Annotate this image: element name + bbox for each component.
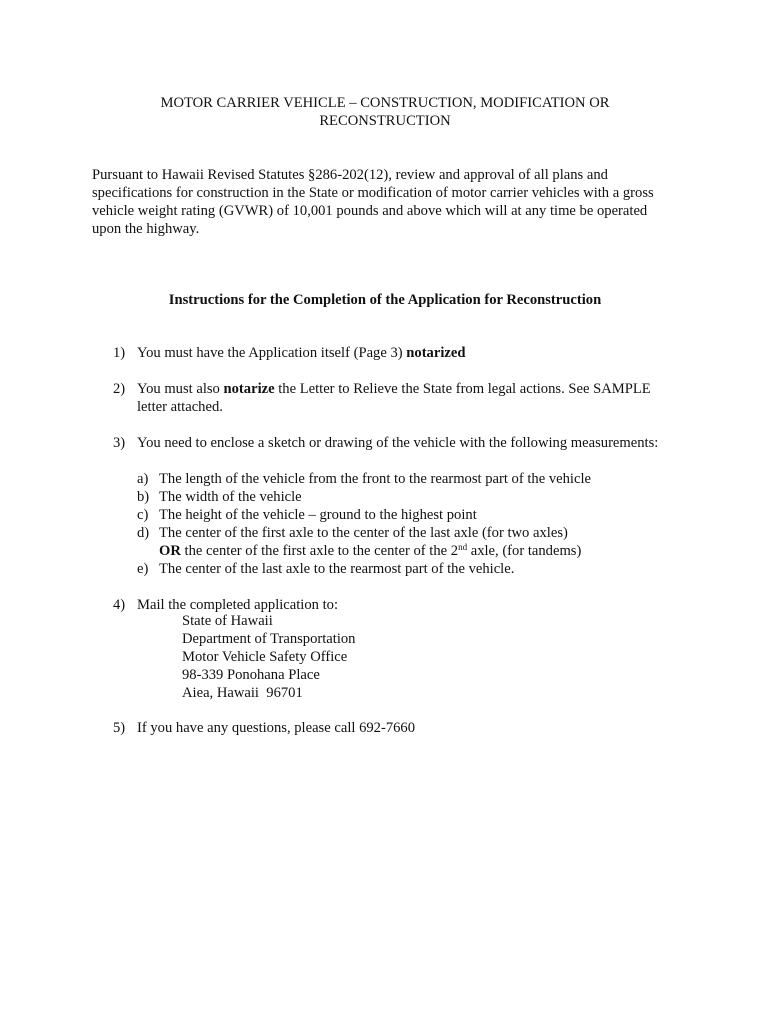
sub-item-letter: d) bbox=[137, 525, 150, 541]
address-line-3: Motor Vehicle Safety Office bbox=[182, 649, 348, 665]
sub-item-text: The center of the first axle to the center of the last axle (for two axles) bbox=[159, 525, 568, 541]
address-line-1: State of Hawaii bbox=[182, 613, 273, 629]
sub-item-text-line-2-end: axle, (for tandems) bbox=[467, 543, 582, 559]
item-text: You need to enclose a sketch or drawing of the vehicle with the following measurements: bbox=[137, 435, 659, 451]
item-text: You must have the Application itself (Page 3) bbox=[137, 345, 407, 361]
item-number: 3) bbox=[113, 435, 126, 451]
ordinal-superscript: nd bbox=[458, 542, 468, 552]
item-text-line-2: letter attached. bbox=[137, 399, 223, 415]
item-text: You must also bbox=[137, 381, 224, 397]
address-line-5: Aiea, Hawaii 96701 bbox=[182, 685, 303, 701]
item-number: 1) bbox=[113, 345, 126, 361]
item-number: 5) bbox=[113, 720, 126, 736]
sub-item-text: The height of the vehicle – ground to the highest point bbox=[159, 507, 477, 523]
title-line-1: MOTOR CARRIER VEHICLE – CONSTRUCTION, MODIFICATION OR bbox=[160, 95, 610, 111]
intro-line-4: upon the highway. bbox=[92, 221, 200, 237]
sub-item-text: The width of the vehicle bbox=[159, 489, 302, 505]
title-line-2: RECONSTRUCTION bbox=[319, 113, 451, 129]
item-number: 2) bbox=[113, 381, 126, 397]
or-bold-text: OR bbox=[159, 543, 181, 559]
item-bold-text: notarize bbox=[223, 381, 275, 397]
sub-item-letter: c) bbox=[137, 507, 149, 523]
instructions-heading: Instructions for the Completion of the Application for Reconstruction bbox=[168, 292, 602, 308]
document-title bbox=[0, 94, 770, 130]
item-text: If you have any questions, please call 692-7660 bbox=[137, 720, 416, 736]
sub-item-letter: e) bbox=[137, 561, 149, 577]
item-text: Mail the completed application to: bbox=[137, 597, 339, 613]
address-line-2: Department of Transportation bbox=[182, 631, 356, 647]
item-bold-text: notarized bbox=[406, 345, 466, 361]
sub-item-letter: b) bbox=[137, 489, 150, 505]
sub-item-text: The center of the last axle to the rearmost part of the vehicle. bbox=[159, 561, 515, 577]
sub-item-text: The length of the vehicle from the front to the rearmost part of the vehicle bbox=[159, 471, 591, 487]
intro-paragraph bbox=[92, 166, 692, 238]
item-text-cont: the Letter to Relieve the State from legal actions. See SAMPLE bbox=[274, 381, 651, 397]
intro-line-3: vehicle weight rating (GVWR) of 10,001 pounds and above which will at any time be operated bbox=[92, 203, 648, 219]
intro-line-2: specifications for construction in the State or modification of motor carrier vehicles with a gross bbox=[92, 185, 654, 201]
sub-item-text-line-2: the center of the first axle to the center of the 2 bbox=[180, 543, 459, 559]
item-number: 4) bbox=[113, 597, 126, 613]
mailing-address bbox=[182, 612, 355, 702]
address-line-4: 98-339 Ponohana Place bbox=[182, 667, 320, 683]
intro-line-1: Pursuant to Hawaii Revised Statutes §286-202(12), review and approval of all plans and bbox=[92, 167, 608, 183]
sub-item-letter: a) bbox=[137, 471, 149, 487]
